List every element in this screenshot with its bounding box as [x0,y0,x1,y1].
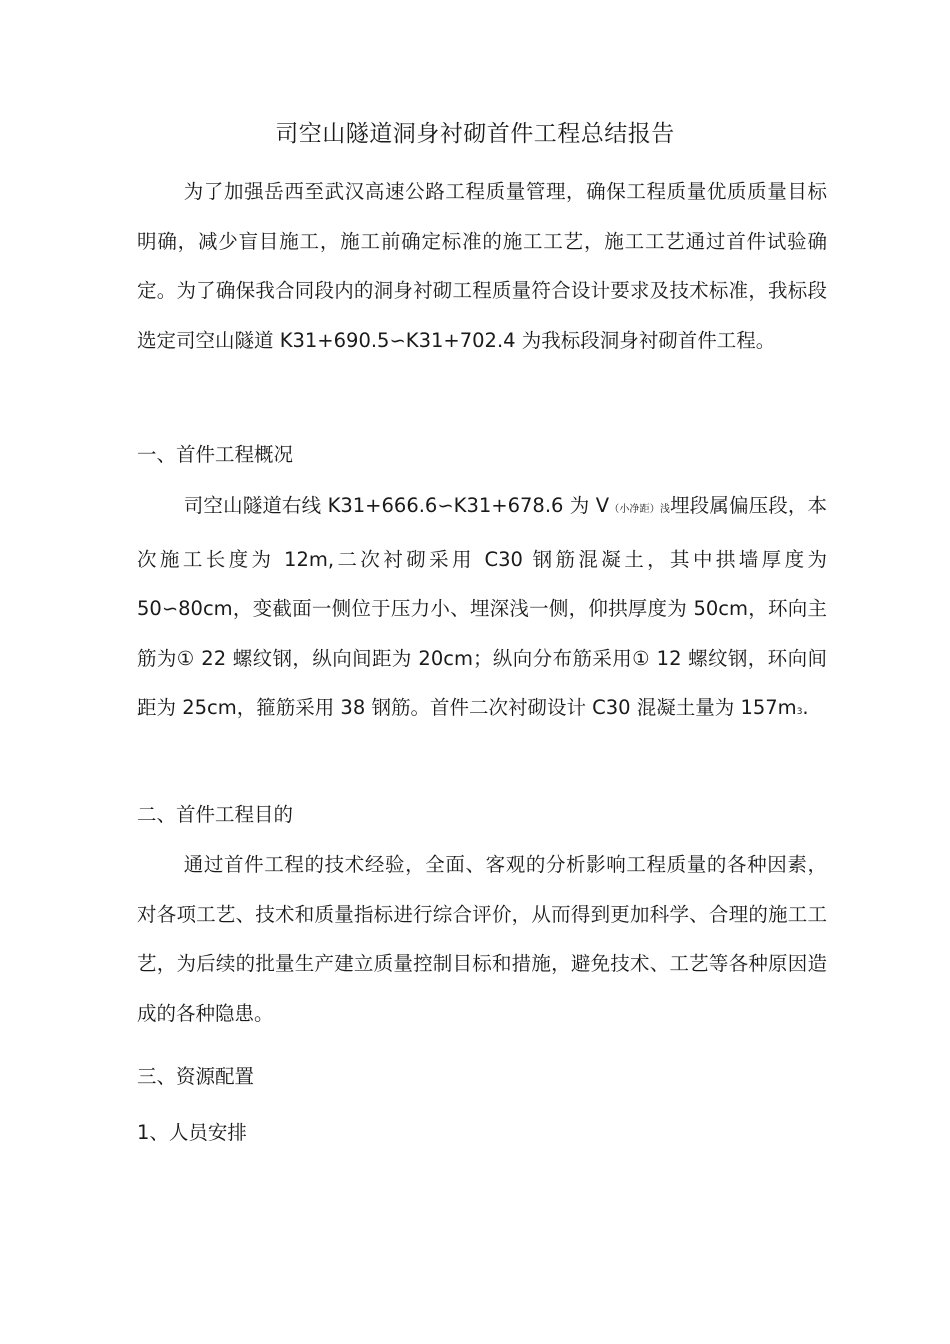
subsection-heading-staffing: 1、人员安排 [137,1121,247,1144]
purpose-paragraph: 通过首件工程的技术经验，全面、客观的分析影响工程质量的各种因素，对各项工艺、技术和质量指标进行综合评价，从而得到更加科学、合理的施工工艺，为后续的批量生产建立质量控制目标和措施，避免技术、工艺等各种原因造成的各种隐患。 [137,853,827,1025]
overview-text-start: 司空山隧道右线 K31+666.6∽K31+678.6 为 V [183,494,610,517]
volume-unit-subscript: 3 [796,707,803,718]
section-heading-overview: 一、首件工程概况 [137,443,294,466]
section-heading-resources: 三、资源配置 [137,1065,255,1088]
overview-end-punct: . [802,696,809,720]
overview-text-end: 埋段属偏压段，本次施工长度为 12m,二次衬砌采用 C30 钢筋混凝土，其中拱墙厚度为 50∽80cm，变截面一侧位于压力小、埋深浅一侧，仰拱厚度为 50cm，环向主筋为① 22 螺纹钢，纵向间距为 20cm；纵向分布筋采用① 12 螺纹钢，环向间距为 25cm，箍筋采用 38 钢筋。首件二次衬砌设计 C30 混凝土量为 157m [137,494,827,720]
overview-paragraph [137,481,827,738]
intro-paragraph: 为了加强岳西至武汉高速公路工程质量管理，确保工程质量优质质量目标明确，减少盲目施工，施工前确定标准的施工工艺，施工工艺通过首件试验确定。为了确保我合同段内的洞身衬砌工程质量符合设计要求及技术标准，我标段选定司空山隧道 K31+690.5∽K31+702.4 为我标段洞身衬砌首件工程。 [137,180,827,352]
section-heading-purpose: 二、首件工程目的 [137,803,294,826]
overview-small-note: （小净距）浅 [609,504,671,515]
document-title: 司空山隧道洞身衬砌首件工程总结报告 [275,121,675,147]
